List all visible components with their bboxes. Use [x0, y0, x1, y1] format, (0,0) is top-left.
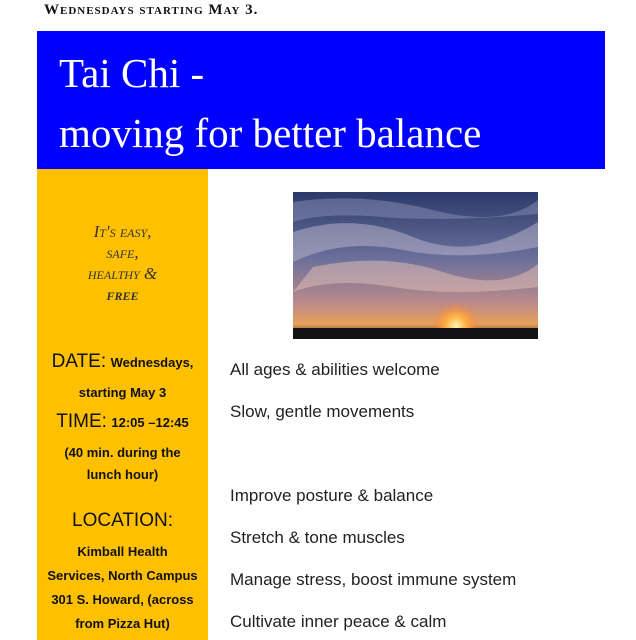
tagline — [37, 221, 208, 305]
date-line-2 — [37, 385, 208, 400]
location-address: 301 S. Howard — [51, 592, 141, 607]
time-value: 12:05 –12:45 — [111, 415, 189, 430]
tagline-line-1: It's easy, — [93, 222, 152, 241]
benefit-item: Stretch & tone muscles — [230, 528, 405, 547]
benefit-item: Manage stress, boost immune system — [230, 570, 517, 589]
sunset-image — [293, 192, 538, 339]
location-line-1: Kimball Health — [77, 544, 168, 559]
location-line-4: from Pizza Hut) — [75, 616, 170, 631]
date-line-2-prefix: starting — [78, 385, 131, 400]
title-line-2: moving for better balance — [59, 110, 482, 156]
date-row: DATE: Wednesdays, — [51, 351, 194, 372]
title-banner — [37, 31, 605, 169]
date-line-2-bold: May 3 — [130, 385, 167, 400]
benefit-item: Slow, gentle movements — [230, 402, 415, 421]
title-line-1: Tai Chi - — [59, 50, 205, 96]
tagline-line-4: free — [106, 285, 139, 304]
location-line-3 — [37, 592, 208, 607]
location-label: LOCATION: — [72, 510, 173, 531]
benefit-item: Improve posture & balance — [230, 486, 434, 505]
info-sidebar — [37, 169, 208, 640]
time-row — [37, 411, 208, 433]
time-note-2: lunch hour) — [86, 467, 159, 482]
time-note-1: (40 min. during the — [64, 445, 181, 460]
location-line-3-rest: , (across — [140, 592, 194, 607]
tagline-line-2: safe, — [106, 243, 139, 262]
location-line-2: Services, North Campus — [47, 568, 198, 583]
sunset-photo — [293, 192, 538, 339]
benefit-item: All ages & abilities welcome — [230, 360, 440, 379]
time-label: TIME: — [56, 411, 107, 432]
date-label: DATE — [51, 351, 101, 372]
header-date-line: Wednesdays starting May 3. — [44, 2, 259, 18]
tagline-line-3: healthy & — [87, 264, 158, 283]
date-value: Wednesdays, — [110, 355, 194, 370]
benefit-item: Cultivate inner peace & calm — [230, 612, 447, 631]
